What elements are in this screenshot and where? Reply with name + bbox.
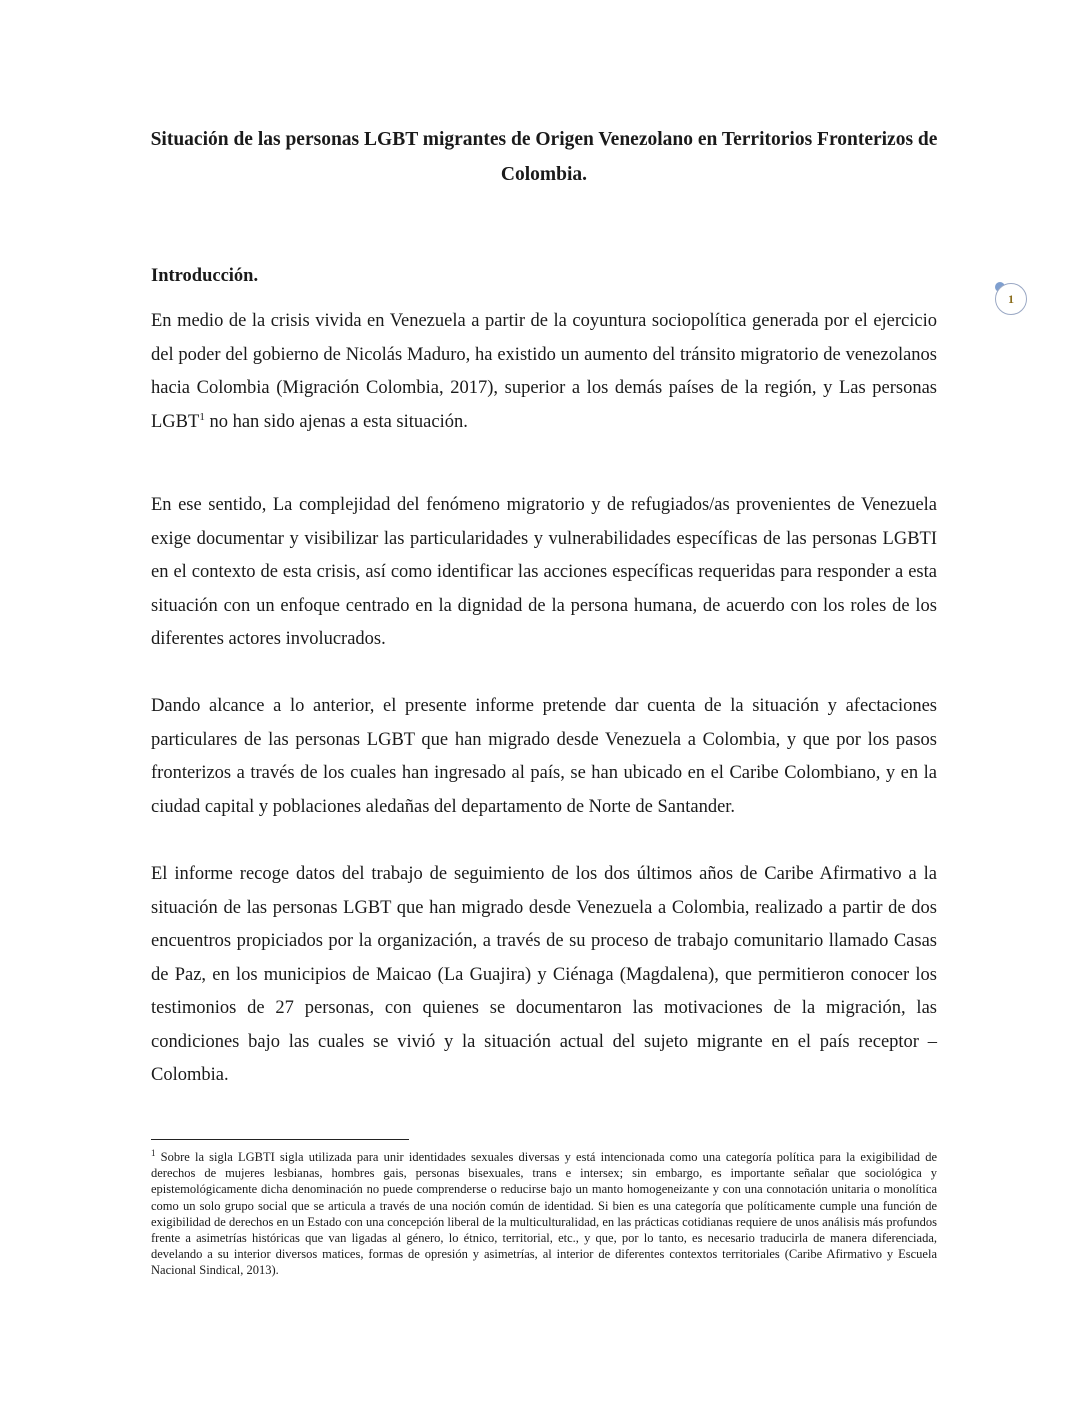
paragraph-1-text-end: no han sido ajenas a esta situación.	[204, 411, 468, 432]
paragraph-4: El informe recoge datos del trabajo de seguimiento de los dos últimos años de Caribe Afirmativo a la situación de las personas LGBT que han migrado desde Venezuela a Colombia, realizado a partir de dos encuentros propiciados por la organización, a través de su proceso de trabajo comunitario llamado Casas de Paz, en los municipios de Maicao (La Guajira) y Ciénaga (Magdalena), que permitieron conocer los testimonios de 27 personas, con quienes se documentaron las motivaciones de la migración, las condiciones bajo las cuales se vivió y la situación actual del sujeto migrante en el país receptor –Colombia.	[151, 864, 937, 1085]
footnote-marker: 1	[151, 1147, 156, 1158]
document-title: Situación de las personas LGBT migrantes de Origen Venezolano en Territorios Fronterizos de Colombia.	[150, 129, 938, 185]
page-number-badge	[995, 283, 1027, 315]
footnote-separator	[151, 1139, 409, 1140]
page-number: 1	[1008, 291, 1014, 306]
paragraph-1-text: En medio de la crisis vivida en Venezuela a partir de la coyuntura sociopolítica generada por el ejercicio del poder del gobierno de Nicolás Maduro, ha existido un aumento del tránsito migratorio de venezolanos hacia Colombia (Migración Colombia, 2017), superior a los demás países de la región, y Las personas LGBT	[151, 311, 937, 432]
section-heading: Introducción.	[151, 266, 259, 286]
footnote-text: Sobre la sigla LGBTI sigla utilizada para unir identidades sexuales diversas y está intencionada como una categoría política para la exigibilidad de derechos de mujeres lesbianas, hombres gais, personas bisexuales, trans e intersex; sin embargo, es importante señalar que sociológica y epistemológicamente dicha denominación no puede comprenderse o reducirse bajo un manto homogeneizante y con una connotación unitaria o monolítica como un solo grupo social que se articula a través de una noción común de identidad. Si bien es una categoría que políticamente cumple una función de exigibilidad de derechos en un Estado con una concepción liberal de la multiculturalidad, en las prácticas cotidianas requiere de unos análisis más profundos frente a asimetrías históricas que van ligadas al género, lo étnico, territorial, etc., y que, por lo tanto, es necesario traducirla de manera diferenciada, develando a su interior diversos matices, formas de opresión y asimetrías, al interior de diferentes contextos territoriales (Caribe Afirmativo y Escuela Nacional Sindical, 2013).	[151, 1150, 937, 1278]
footnote-ref-1[interactable]: 1	[199, 410, 205, 423]
footnote-1	[151, 1149, 937, 1279]
paragraph-1	[151, 305, 937, 439]
paragraph-3: Dando alcance a lo anterior, el presente informe pretende dar cuenta de la situación y afectaciones particulares de las personas LGBT que han migrado desde Venezuela a Colombia, y que por los pasos fronterizos a través de los cuales han ingresado al país, se han ubicado en el Caribe Colombiano, y en la ciudad capital y poblaciones aledañas del departamento de Norte de Santander.	[151, 696, 937, 817]
paragraph-2: En ese sentido, La complejidad del fenómeno migratorio y de refugiados/as provenientes de Venezuela exige documentar y visibilizar las particularidades y vulnerabilidades específicas de las personas LGBTI en el contexto de esta crisis, así como identificar las acciones específicas requeridas para responder a esta situación con un enfoque centrado en la dignidad de la persona humana, de acuerdo con los roles de los diferentes actores involucrados.	[151, 495, 937, 649]
